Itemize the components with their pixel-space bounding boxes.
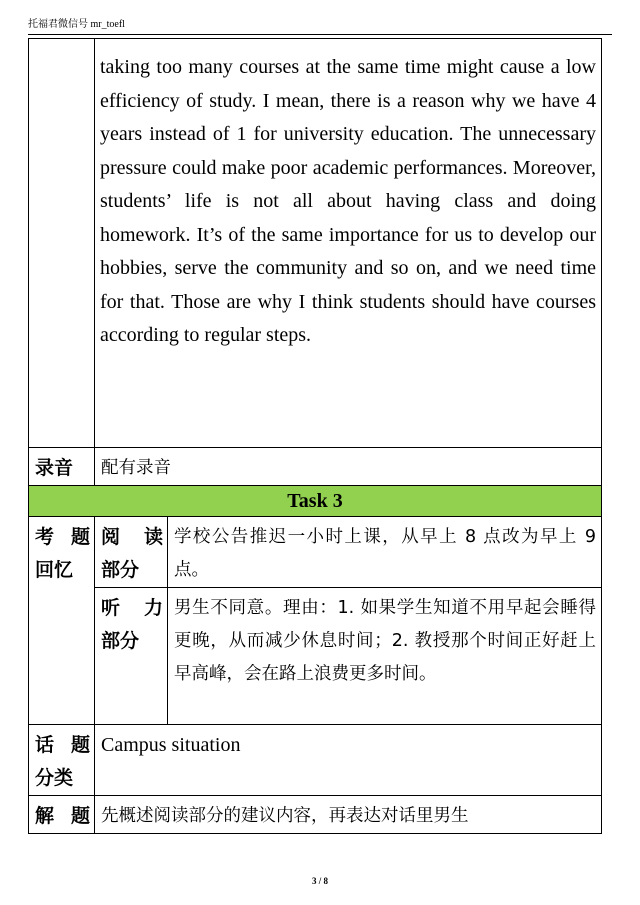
header-text: 托福君微信号 mr_toefl	[28, 19, 125, 30]
solution-row	[29, 796, 602, 834]
recall-listening-row	[29, 588, 602, 725]
recall-label-cell	[29, 517, 95, 725]
reading-label-1a: 阅	[101, 526, 121, 548]
page-header	[28, 16, 612, 35]
task-row	[29, 486, 602, 517]
document-page	[28, 38, 602, 828]
recording-label: 录音	[35, 457, 74, 479]
recording-value-cell	[95, 448, 602, 486]
essay-row	[29, 39, 602, 448]
listening-label-1a: 听	[101, 597, 121, 619]
category-label-1b: 题	[70, 734, 90, 756]
recall-label-1a: 考	[35, 526, 55, 548]
listening-text: 男生不同意。理由：1. 如果学生知道不用早起会睡得更晚，从而减少休息时间；2. 教授那个时间正好赶上早高峰，会在路上浪费更多时间。	[168, 588, 602, 725]
category-label-2: 分类	[35, 767, 74, 789]
category-label-cell	[29, 725, 95, 796]
recall-label-2: 回忆	[35, 559, 74, 581]
reading-text: 学校公告推迟一小时上课，从早上 8 点改为早上 9 点。	[168, 517, 602, 588]
recall-label-1b: 题	[70, 526, 90, 548]
reading-label-cell	[95, 517, 168, 588]
answer-table	[28, 38, 602, 834]
listening-label-cell	[95, 588, 168, 725]
page-number: 3 / 8	[311, 876, 328, 886]
essay-cell	[95, 39, 602, 448]
recording-value: 配有录音	[101, 458, 171, 478]
task-title: Task 3	[29, 486, 602, 517]
listening-label-1b: 力	[143, 597, 163, 619]
category-label-1a: 话	[35, 734, 55, 756]
category-row	[29, 725, 602, 796]
essay-empty-cell	[29, 39, 95, 448]
solution-value: 先概述阅读部分的建议内容，再表达对话里男生	[95, 796, 602, 834]
solution-label-1b: 题	[70, 805, 90, 827]
category-value: Campus situation	[95, 725, 602, 796]
recording-label-cell	[29, 448, 95, 486]
solution-label-1a: 解	[35, 805, 55, 827]
essay-text: taking too many courses at the same time might cause a low efficiency of study. I mean, there is a reason why we have 4 years instead of 1 for university education. The unnecessary pressure could make poor academic performances. Moreover, students’ life is not all about having class and doing homework. It’s of the same importance for us to develop our hobbies, serve the community and so on, and we need time for that. Those are why I think students should have courses according to regular steps.	[100, 56, 596, 346]
reading-label-1b: 读	[143, 526, 163, 548]
recall-reading-row	[29, 517, 602, 588]
listening-label-2: 部分	[101, 630, 140, 652]
reading-label-2: 部分	[101, 559, 140, 581]
solution-label-cell	[29, 796, 95, 834]
recording-row	[29, 448, 602, 486]
